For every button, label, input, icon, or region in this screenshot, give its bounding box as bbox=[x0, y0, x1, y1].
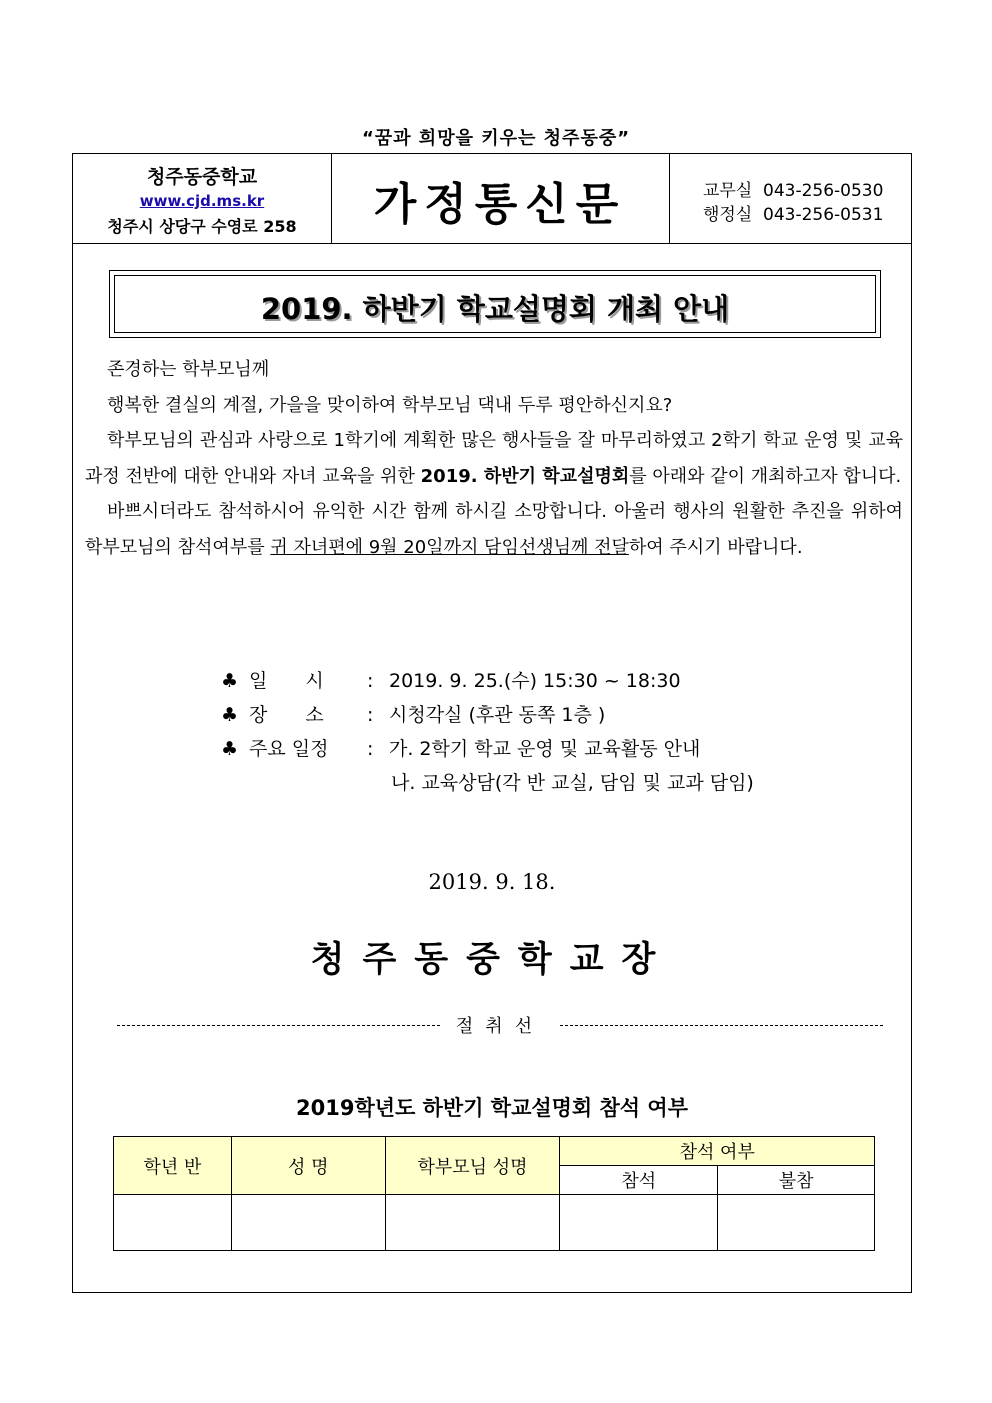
school-name: 청주동중학교 bbox=[146, 166, 258, 188]
detail-value: 시청각실 (후관 동쪽 1층 ) bbox=[389, 704, 606, 726]
club-icon: ♣ bbox=[221, 704, 239, 726]
detail-value: 가. 2학기 학교 운영 및 교육활동 안내 bbox=[389, 738, 701, 760]
school-address: 청주시 상당구 수영로 258 bbox=[107, 217, 297, 236]
contact-label: 교무실 bbox=[703, 181, 753, 201]
detail-label: 일 시 bbox=[249, 670, 324, 692]
detail-value: 2019. 9. 25.(수) 15:30 ~ 18:30 bbox=[389, 670, 681, 692]
parent-name-field[interactable] bbox=[385, 1195, 560, 1251]
dashed-divider bbox=[117, 1025, 440, 1026]
response-form-title: 2019학년도 하반기 학교설명회 참석 여부 bbox=[296, 1096, 688, 1120]
notice-title-box bbox=[109, 270, 881, 338]
paragraph-1: 행복한 결실의 계절, 가을을 맞이하여 학부모님 댁내 두루 평안하신지요? bbox=[107, 394, 673, 416]
detail-date: ♣ 일 시 : 2019. 9. 25.(수) 15:30 ~ 18:30 bbox=[221, 664, 754, 698]
detail-label: 주요 일정 bbox=[249, 738, 329, 760]
title-cell bbox=[331, 154, 670, 243]
contact-cell bbox=[669, 154, 913, 243]
header-parent-name: 학부모님 성명 bbox=[385, 1137, 560, 1195]
notice-title: 2019. 하반기 학교설명회 개최 안내 bbox=[260, 292, 730, 326]
header-absent: 불참 bbox=[718, 1166, 875, 1195]
paragraph-3: 바쁘시더라도 참석하시어 유익한 시간 함께 하시길 소망합니다. 아울러 행사의 원활한 추진을 위하여 학부모님의 참석여부를 귀 자녀편에 9월 20일까지 담임선생님께 전달하여 주시기 바랍니다. bbox=[85, 501, 903, 558]
newsletter-title: 가정통신문 bbox=[373, 179, 627, 230]
detail-schedule-continued: 나. 교육상담(각 반 교실, 담임 및 교과 담임) bbox=[391, 772, 754, 794]
deadline-underlined: 귀 자녀편에 9월 20일까지 담임선생님께 전달 bbox=[270, 536, 629, 558]
event-details bbox=[221, 664, 754, 800]
school-website-link[interactable]: www.cjd.ms.kr bbox=[139, 192, 265, 210]
absent-field[interactable] bbox=[718, 1195, 875, 1251]
dashed-divider bbox=[560, 1025, 883, 1026]
club-icon: ♣ bbox=[221, 738, 239, 760]
header-attendance: 참석 여부 bbox=[560, 1137, 875, 1166]
principal-signature: 청주동중학교장 bbox=[310, 940, 674, 980]
form-entry-row bbox=[114, 1195, 875, 1251]
detail-label: 장 소 bbox=[249, 704, 324, 726]
attendance-form-table bbox=[113, 1136, 875, 1251]
contact-row-admin bbox=[703, 200, 883, 225]
contact-row-academic bbox=[703, 176, 883, 201]
school-slogan: “꿈과 희망을 키우는 청주동중” bbox=[361, 128, 631, 149]
event-name-bold: 2019. 하반기 학교설명회 bbox=[420, 465, 630, 487]
newsletter-frame bbox=[72, 153, 912, 1293]
issue-date: 2019. 9. 18. bbox=[428, 870, 556, 894]
contact-phone: 043-256-0531 bbox=[763, 205, 884, 225]
contact-phone: 043-256-0530 bbox=[763, 181, 884, 201]
paragraph-2: 학부모님의 관심과 사랑으로 1학기에 계획한 많은 행사들을 잘 마무리하였고 2학기 학교 운영 및 교육과정 전반에 대한 안내와 자녀 교육을 위한 2019. 하반기 학교설명회를 아래와 같이 개최하고자 합니다. bbox=[85, 430, 903, 487]
detail-place: ♣ 장 소 : 시청각실 (후관 동쪽 1층 ) bbox=[221, 698, 754, 732]
header-row bbox=[73, 154, 911, 244]
cut-line bbox=[117, 1012, 883, 1038]
header-grade-class: 학년 반 bbox=[114, 1137, 232, 1195]
grade-class-field[interactable] bbox=[114, 1195, 232, 1251]
detail-schedule: ♣ 주요 일정 : 가. 2학기 학교 운영 및 교육활동 안내 bbox=[221, 732, 754, 766]
club-icon: ♣ bbox=[221, 670, 239, 692]
cut-line-label: 절취선 bbox=[455, 1016, 545, 1037]
contact-label: 행정실 bbox=[703, 205, 753, 225]
greeting: 존경하는 학부모님께 bbox=[107, 359, 270, 380]
header-attend: 참석 bbox=[560, 1166, 718, 1195]
school-info-cell bbox=[73, 154, 332, 243]
letter-body bbox=[85, 352, 903, 565]
student-name-field[interactable] bbox=[231, 1195, 385, 1251]
header-student-name: 성 명 bbox=[231, 1137, 385, 1195]
attend-field[interactable] bbox=[560, 1195, 718, 1251]
